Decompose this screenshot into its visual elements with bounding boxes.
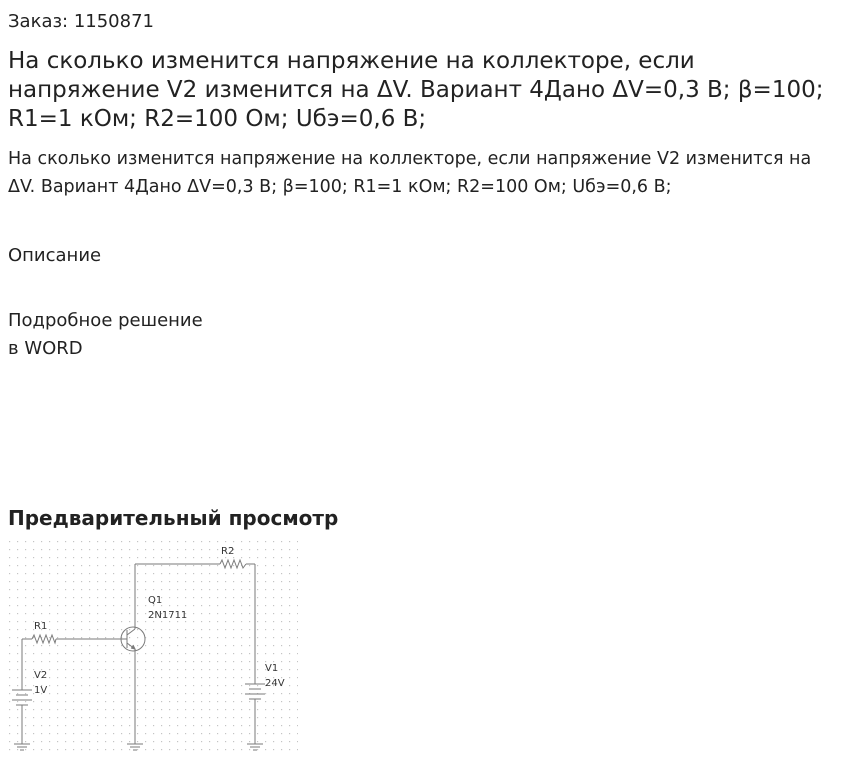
label-r2: R2 [221,546,235,557]
label-q1-model: 2N1711 [148,610,188,621]
label-v2: V2 [34,670,48,681]
label-r1: R1 [34,621,48,632]
circuit-preview-image [6,538,298,756]
solution-note-line1: Подробное решение [8,310,203,331]
label-v1-value: 24V [265,678,285,689]
label-q1: Q1 [148,595,163,606]
solution-note-line2: в WORD [8,338,83,359]
schematic-grid [6,538,298,756]
description-text: На сколько изменится напряжение на коллекторе, если напряжение V2 изменится на ΔV. Вариант 4Дано ΔV=0,3 В; β=100; R1=1 кОм; R2=100 Ом; Uбэ=0,6 В; [8,149,812,197]
description-section-label: Описание [8,245,102,266]
preview-heading: Предварительный просмотр [8,506,339,530]
solution-note [8,307,203,363]
label-v1: V1 [265,663,279,674]
page-title: На сколько изменится напряжение на коллекторе, если напряжение V2 изменится на ΔV. Вариант 4Дано ΔV=0,3 В; β=100; R1=1 кОм; R2=100 Ом; Uбэ=0,6 В; [8,48,824,132]
order-number: Заказ: 1150871 [8,11,154,32]
label-v2-value: 1V [34,685,48,696]
